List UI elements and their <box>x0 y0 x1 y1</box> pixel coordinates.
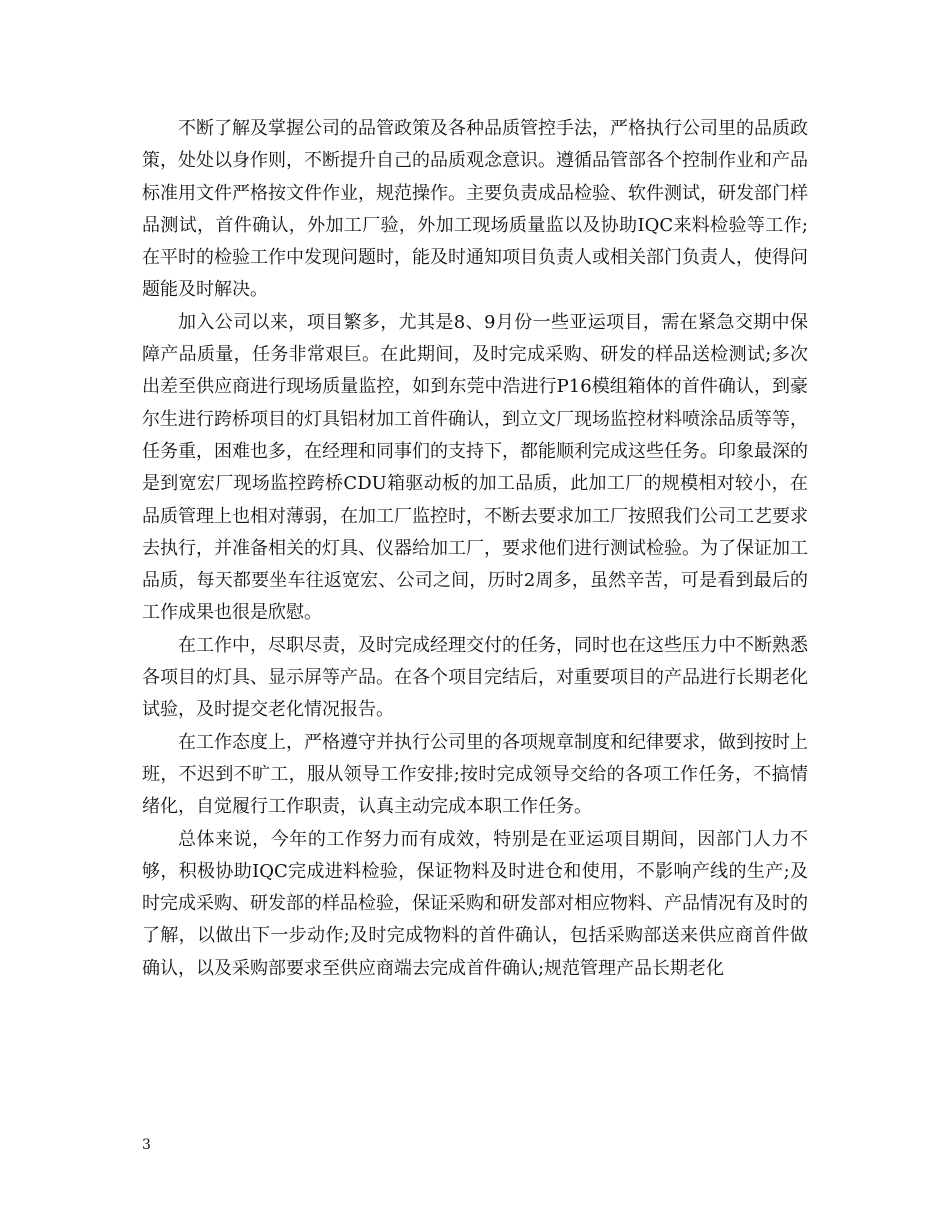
paragraph-quality-policy: 不断了解及掌握公司的品管政策及各种品质管控手法，严格执行公司里的品质政策，处处以身作则，不断提升自己的品质观念意识。遵循品管部各个控制作业和产品标准用文件严格按文件作业，规范操作。主要负责成品检验、软件测试，研发部门样品测试，首件确认，外加工厂验，外加工现场质量监以及协助IQC来料检验等工作;在平时的检验工作中发现问题时，能及时通知项目负责人或相关部门负责人，使得问题能及时解决。 <box>142 118 808 301</box>
paragraph-summary: 总体来说，今年的工作努力而有成效，特别是在亚运项目期间，因部门人力不够，积极协助IQC完成进料检验，保证物料及时进仓和使用，不影响产线的生产;及时完成采购、研发部的样品检验，保证采购和研发部对相应物料、产品情况有及时的了解，以做出下一步动作;及时完成物料的首件确认，包括采购部送来供应商首件做确认，以及采购部要求至供应商端去完成首件确认;规范管理产品长期老化 <box>142 828 808 979</box>
page-number: 3 <box>142 1137 151 1153</box>
document-body <box>142 113 808 985</box>
paragraph-project-work: 加入公司以来，项目繁多，尤其是8、9月份一些亚运项目，需在紧急交期中保障产品质量，任务非常艰巨。在此期间，及时完成采购、研发的样品送检测试;多次出差至供应商进行现场质量监控，如到东莞中浩进行P16模组箱体的首件确认，到豪尔生进行跨桥项目的灯具铝材加工首件确认，到立文厂现场监控材料喷涂品质等等，任务重，困难也多，在经理和同事们的支持下，都能顺利完成这些任务。印象最深的是到宽宏厂现场监控跨桥CDU箱驱动板的加工品质，此加工厂的规模相对较小，在品质管理上也相对薄弱，在加工厂监控时，不断去要求加工厂按照我们公司工艺要求去执行，并准备相关的灯具、仪器给加工厂，要求他们进行测试检验。为了保证加工品质，每天都要坐车往返宽宏、公司之间，历时2周多，虽然辛苦，可是看到最后的工作成果也很是欣慰。 <box>142 311 808 624</box>
paragraph-work-attitude: 在工作态度上，严格遵守并执行公司里的各项规章制度和纪律要求，做到按时上班，不迟到不旷工，服从领导工作安排;按时完成领导交给的各项工作任务，不搞情绪化，自觉履行工作职责，认真主动完成本职工作任务。 <box>142 731 808 818</box>
paragraph-duties: 在工作中，尽职尽责，及时完成经理交付的任务，同时也在这些压力中不断熟悉各项目的灯具、显示屏等产品。在各个项目完结后，对重要项目的产品进行长期老化试验，及时提交老化情况报告。 <box>142 634 808 721</box>
